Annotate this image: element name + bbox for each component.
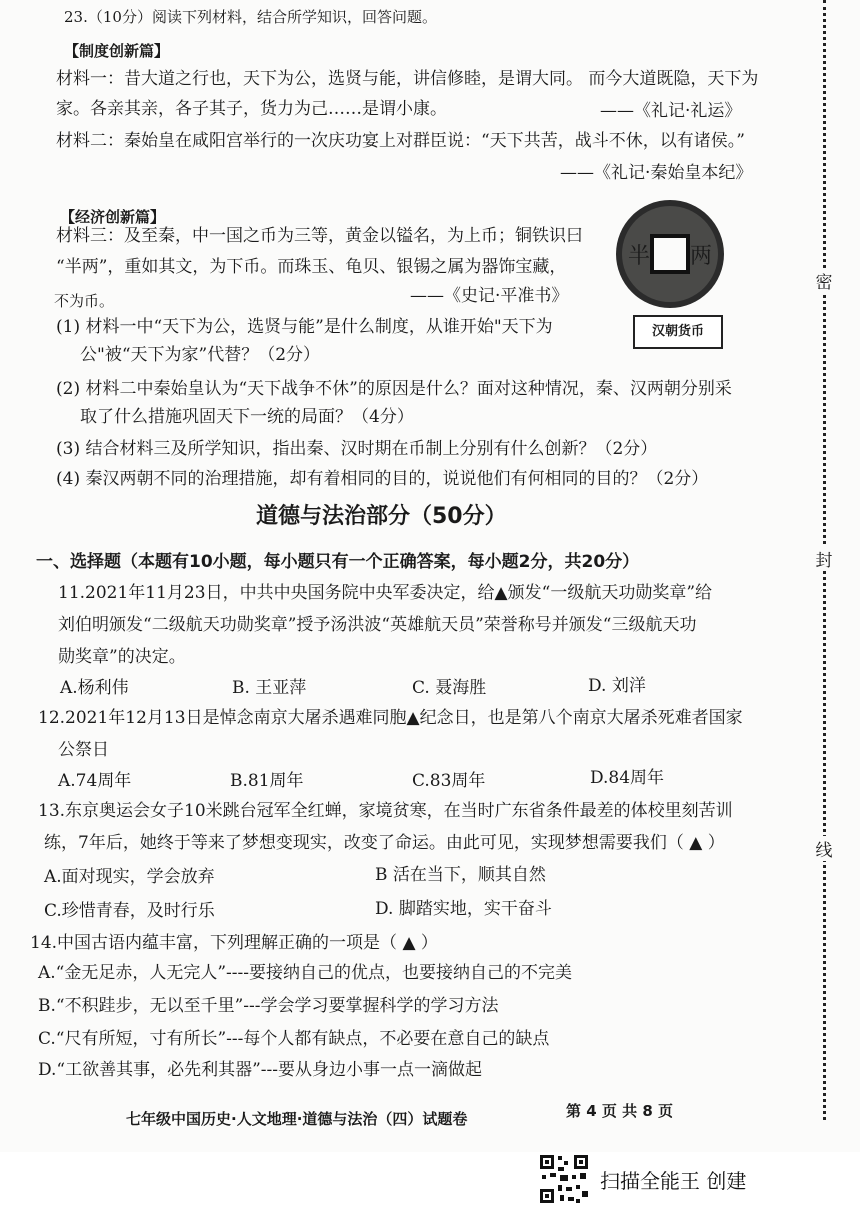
qr-code-icon bbox=[538, 1153, 590, 1205]
q13-option-a: A.面对现实，学会放弃 bbox=[44, 867, 215, 887]
coin-left-char: 半 bbox=[628, 244, 651, 269]
coin-right-char: 两 bbox=[690, 244, 713, 269]
q12-option-c: C.83周年 bbox=[412, 771, 486, 791]
q11-option-c: C. 聂海胜 bbox=[412, 678, 487, 698]
q23-header: 23.（10分）阅读下列材料，结合所学知识，回答问题。 bbox=[64, 8, 437, 26]
sub-question-1-line2: 公"被“天下为家”代替？（2分） bbox=[80, 345, 321, 365]
material1-line1: 材料一：昔大道之行也，天下为公，选贤与能，讲信修睦，是谓大同。 而今大道既隐，天下为 bbox=[56, 69, 759, 89]
material1-source: ——《礼记·礼运》 bbox=[600, 101, 742, 121]
material3-line3: 不为币。 bbox=[54, 292, 115, 310]
q11-line3: 勋奖章”的决定。 bbox=[58, 647, 186, 667]
q13-line1: 13.东京奥运会女子10米跳台冠军全红蝉，家境贫寒，在当时广东省条件最差的体校里刻苦训 bbox=[38, 801, 733, 821]
material3-source: ——《史记·平准书》 bbox=[410, 286, 569, 306]
q14-stem: 14.中国古语内蕴丰富，下列理解正确的一项是（ ▲ ） bbox=[30, 933, 438, 953]
q12-line1: 12.2021年12月13日是悼念南京大屠杀遇难同胞▲纪念日，也是第八个南京大屠杀死难者国家 bbox=[38, 708, 743, 728]
q14-option-d: D.“工欲善其事，必先利其器”---要从身边小事一点一滴做起 bbox=[38, 1060, 483, 1080]
section-institution-heading: 【制度创新篇】 bbox=[64, 42, 170, 60]
q12-line2: 公祭日 bbox=[58, 740, 109, 760]
material3-line1: 材料三：及至秦，中一国之币为三等，黄金以镒名，为上币；铜铁识曰 bbox=[56, 226, 583, 246]
q11-line1: 11.2021年11月23日，中共中央国务院中央军委决定，给▲颁发“一级航天功勋奖章”给 bbox=[58, 583, 713, 603]
exam-title-footer: 七年级中国历史·人文地理·道德与法治（四）试题卷 bbox=[126, 1110, 468, 1128]
choice-section-heading: 一、选择题（本题有10小题，每小题只有一个正确答案，每小题2分，共20分） bbox=[36, 552, 640, 572]
q12-option-d: D.84周年 bbox=[590, 768, 665, 788]
q13-option-d: D. 脚踏实地，实干奋斗 bbox=[375, 899, 552, 919]
q13-line2: 练，7年后，她终于等来了梦想变现实，改变了命运。由此可见，实现梦想需要我们（ ▲ ） bbox=[44, 833, 725, 853]
sub-question-2-line2: 取了什么措施巩固天下一统的局面？（4分） bbox=[80, 407, 414, 427]
sub-question-2-line1: (2) 材料二中秦始皇认为“天下战争不休”的原因是什么？面对这种情况，秦、汉两朝分别采 bbox=[56, 379, 732, 399]
coin-icon bbox=[610, 196, 730, 316]
scanner-watermark-label: 扫描全能王 创建 bbox=[600, 1169, 747, 1193]
seal-char-feng: 封 bbox=[812, 546, 836, 571]
sub-question-4: (4) 秦汉两朝不同的治理措施，却有着相同的目的，说说他们有何相同的目的？（2分） bbox=[56, 469, 709, 489]
q11-option-b: B. 王亚萍 bbox=[232, 678, 307, 698]
sub-question-3: (3) 结合材料三及所学知识，指出秦、汉时期在币制上分别有什么创新？（2分） bbox=[56, 439, 658, 459]
page-number: 第 4 页 共 8 页 bbox=[566, 1102, 673, 1120]
material1-line2: 家。各亲其亲，各子其子，货力为己……是谓小康。 bbox=[56, 99, 447, 119]
q14-option-c: C.“尺有所短，寸有所长”---每个人都有缺点，不必要在意自己的缺点 bbox=[38, 1029, 550, 1049]
seal-char-xian: 线 bbox=[812, 836, 836, 861]
q13-option-c: C.珍惜青春，及时行乐 bbox=[44, 901, 215, 921]
material2-source: ——《礼记·秦始皇本纪》 bbox=[560, 163, 753, 183]
q11-option-a: A.杨利伟 bbox=[60, 678, 129, 698]
q12-option-b: B.81周年 bbox=[230, 771, 304, 791]
q14-option-b: B.“不积跬步，无以至千里”---学会学习要掌握科学的学习方法 bbox=[38, 996, 499, 1016]
q12-option-a: A.74周年 bbox=[58, 771, 132, 791]
section-economy-heading: 【经济创新篇】 bbox=[60, 208, 166, 226]
q14-option-a: A.“金无足赤，人无完人”----要接纳自己的优点，也要接纳自己的不完美 bbox=[38, 963, 573, 983]
material2-line1: 材料二：秦始皇在咸阳宫举行的一次庆功宴上对群臣说：“天下共苦，战斗不休，以有诸侯。” bbox=[56, 131, 745, 151]
material3-line2: “半两”，重如其文，为下币。而珠玉、龟贝、银锡之属为器饰宝藏， bbox=[56, 257, 567, 277]
q11-line2: 刘伯明颁发“二级航天功勋奖章”授予汤洪波“英雄航天员”荣誉称号并颁发“三级航天功 bbox=[58, 615, 697, 635]
coin-caption: 汉朝货币 bbox=[633, 315, 723, 349]
section-title: 道德与法治部分（50分） bbox=[256, 504, 507, 529]
sub-question-1-line1: (1) 材料一中“天下为公，选贤与能”是什么制度，从谁开始"天下为 bbox=[56, 317, 553, 337]
q11-option-d: D. 刘洋 bbox=[588, 676, 646, 696]
q13-option-b: B 活在当下，顺其自然 bbox=[375, 865, 546, 885]
seal-char-mi: 密 bbox=[812, 268, 836, 293]
